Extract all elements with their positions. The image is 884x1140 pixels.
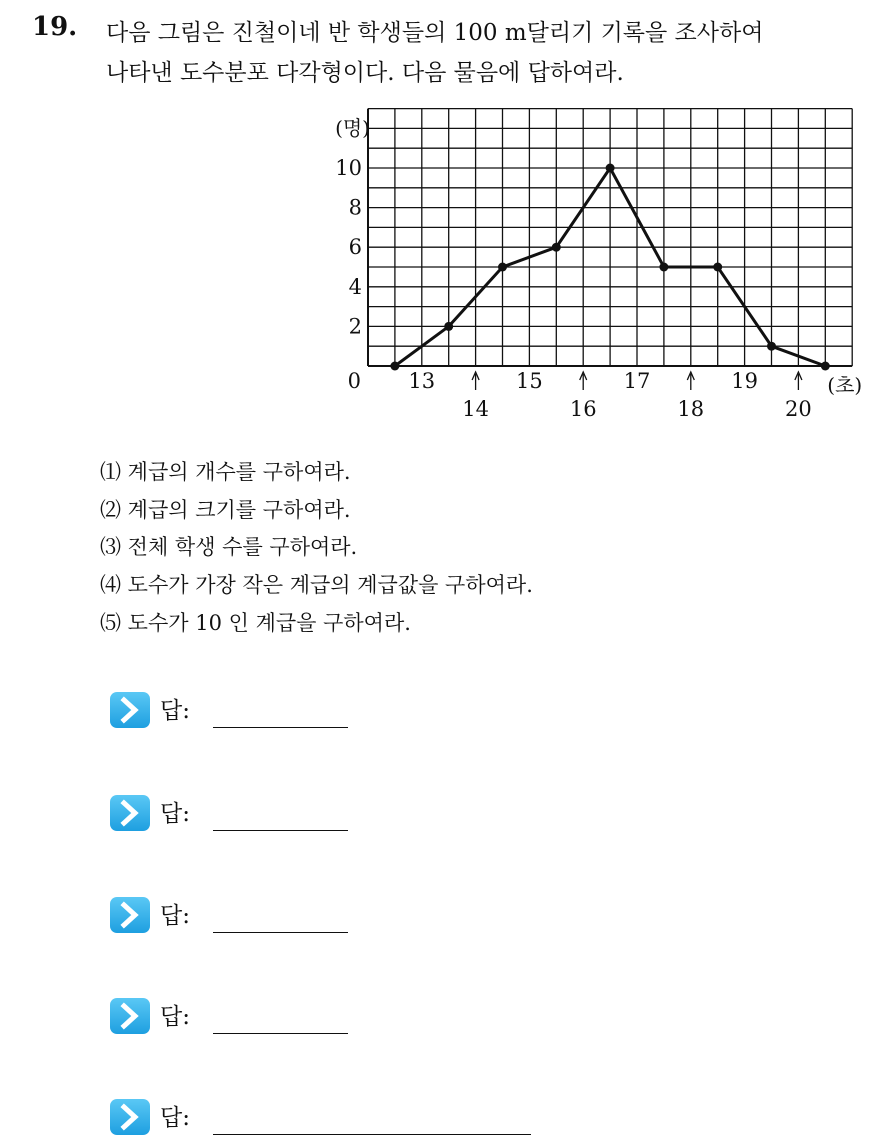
x-tick-label: 14: [462, 397, 489, 421]
sub-question-4: ⑷ 도수가 가장 작은 계급의 계급값을 구하여라.: [100, 573, 533, 597]
chevron-right-icon: [110, 692, 150, 728]
question-number: 19.: [32, 12, 78, 42]
sub-question-2: ⑵ 계급의 크기를 구하여라.: [100, 498, 351, 522]
data-point: [659, 263, 668, 272]
data-point: [498, 263, 507, 272]
chevron-right-icon: [110, 1099, 150, 1135]
data-point: [713, 263, 722, 272]
chevron-right-icon: [110, 795, 150, 831]
y-tick-label: 2: [348, 314, 362, 339]
y-tick-label: 10: [335, 156, 362, 180]
x-axis-label: (초): [827, 373, 863, 397]
answer-input-line[interactable]: [213, 1134, 531, 1135]
x-tick-label: 13: [408, 369, 436, 393]
answer-label: 답:: [160, 801, 190, 827]
data-point: [606, 164, 615, 173]
sub-question-1: ⑴ 계급의 개수를 구하여라.: [100, 460, 351, 484]
x-tick-label: 19: [731, 369, 758, 393]
x-tick-label: 16: [569, 397, 597, 421]
answer-label: 답:: [160, 1004, 190, 1030]
chevron-right-icon: [110, 998, 150, 1034]
answer-row-2: [110, 795, 370, 835]
x-tick-label: 18: [677, 397, 705, 421]
y-tick-label: 4: [348, 274, 362, 299]
answer-label: 답:: [160, 698, 190, 724]
answer-input-line[interactable]: [213, 830, 348, 831]
x-tick-label: 15: [516, 369, 543, 393]
data-point: [552, 243, 561, 252]
answer-input-line[interactable]: [213, 727, 348, 728]
answer-row-3: [110, 897, 370, 937]
frequency-polygon-chart: [320, 112, 863, 424]
answer-row-4: [110, 998, 370, 1038]
chevron-right-icon: [110, 897, 150, 933]
question-text-line-2: 나타낸 도수분포 다각형이다. 다음 물음에 답하여라.: [106, 60, 624, 86]
y-tick-label: 6: [348, 235, 362, 260]
data-point: [821, 362, 830, 371]
answer-label: 답:: [160, 903, 190, 929]
sub-question-5: ⑸ 도수가 10 인 계급을 구하여라.: [100, 611, 411, 635]
data-point: [390, 362, 399, 371]
origin-label: 0: [347, 369, 361, 393]
answer-input-line[interactable]: [213, 932, 348, 933]
x-tick-label: 17: [623, 369, 651, 393]
data-point: [767, 342, 776, 351]
answer-row-5: [110, 1099, 550, 1139]
answer-row-1: [110, 692, 370, 732]
data-point: [444, 322, 453, 331]
answer-input-line[interactable]: [213, 1033, 348, 1034]
x-tick-label: 20: [785, 397, 812, 421]
sub-question-3: ⑶ 전체 학생 수를 구하여라.: [100, 535, 358, 559]
y-tick-label: 8: [348, 195, 362, 220]
answer-label: 답:: [160, 1105, 190, 1131]
question-text-line-1: 다음 그림은 진철이네 반 학생들의 100 m달리기 기록을 조사하여: [106, 20, 764, 46]
y-axis-label: (명): [335, 116, 370, 140]
